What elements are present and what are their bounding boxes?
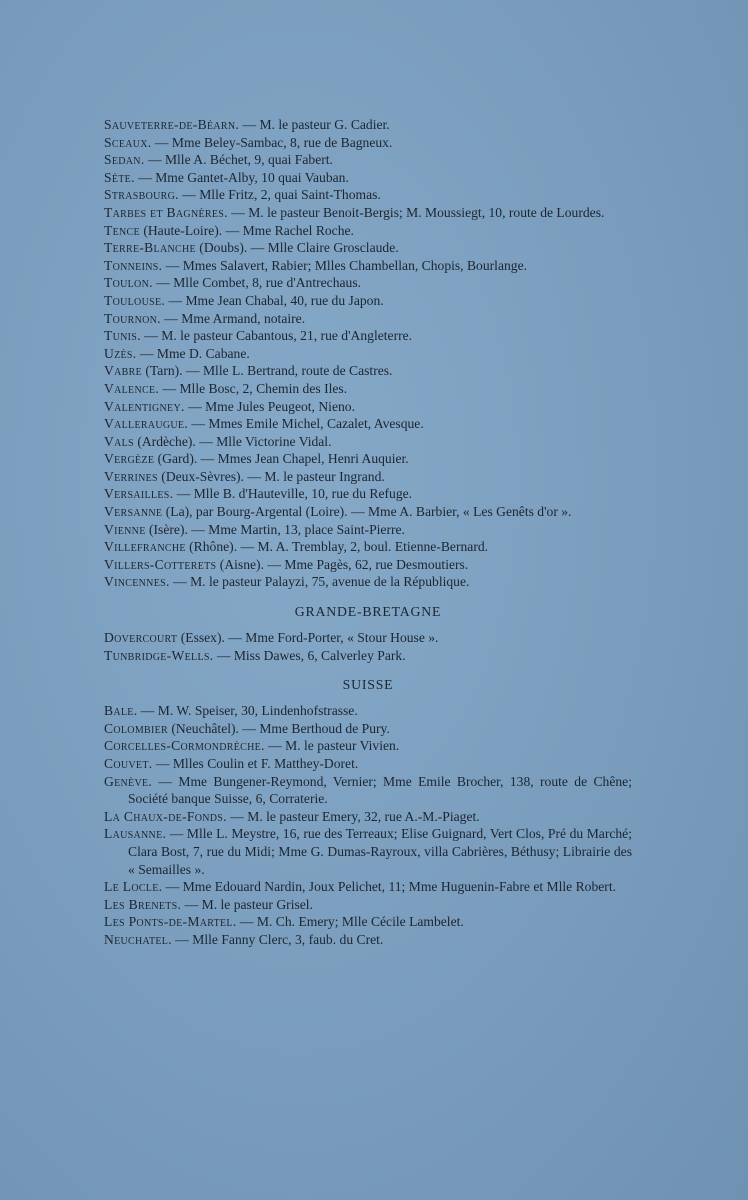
entry-tarbes [104,204,632,222]
section-grande-bretagne [104,604,632,664]
entry-versanne [104,503,632,521]
entry-text: — M. le pasteur G. Cadier. [239,117,390,132]
entry-strasbourg [104,186,632,204]
entry-toulon [104,274,632,292]
place-name: Strasbourg. [104,187,179,203]
entry-text: — Mlle Fanny Clerc, 3, faub. du Cret. [171,931,384,947]
entry-lausanne [104,825,632,878]
entry-text: — Mme Armand, notaire. [160,310,306,326]
entry-text: — Mme Beley-Sambac, 8, rue de Bagneux. [151,134,393,150]
entry-text: — Mmes Emile Michel, Cazalet, Avesque. [188,416,424,432]
directory-page [104,116,632,949]
entry-text: — Mlle Combet, 8, rue d'Antrechaus. [152,275,362,291]
entry-text: (Essex). — Mme Ford-Porter, « Stour House ». [177,630,439,646]
place-name: Corcelles-Cormondrèche. [104,738,265,754]
place-name: Tonneins. [104,257,163,273]
entry-la-chaux-de-fonds [104,808,632,826]
place-name: Tence [104,222,140,238]
entry-villers-cotterets [104,556,632,574]
entry-uzes [104,345,632,363]
entry-bale [104,702,632,720]
entry-verrines [104,468,632,486]
entry-text: (Isère). — Mme Martin, 13, place Saint-Pierre. [145,521,405,537]
entry-text: — M. Ch. Emery; Mlle Cécile Lambelet. [236,914,464,930]
entry-text: — Mme Jean Chabal, 40, rue du Japon. [165,292,384,308]
entry-le-locle [104,878,632,896]
place-name: Les Brenets. [104,896,182,912]
place-name: Valence. [104,380,160,396]
place-name: Sète. [104,169,135,185]
place-name: Uzès. [104,345,137,361]
entry-text: — Miss Dawes, 6, Calverley Park. [213,647,406,663]
entry-text: — Mme Bungener-Reymond, Vernier; Mme Emile Brocher, 138, route de Chêne; Société banque Suisse, 6, Corraterie. [128,773,632,807]
place-name: La Chaux-de-Fonds. [104,808,227,824]
entry-colombier [104,720,632,738]
place-name: Dovercourt [104,630,178,646]
entry-tunbridge-wells [104,647,632,665]
place-name: Vabre [104,363,142,379]
place-name: Neuchatel. [104,931,172,947]
place-name: Toulouse. [104,292,166,308]
place-name: Versailles. [104,486,174,502]
entry-geneve [104,773,632,808]
entry-text: — Mlle Bosc, 2, Chemin des Iles. [159,380,348,396]
entry-neuchatel [104,931,632,949]
entry-text: (La), par Bourg-Argental (Loire). — Mme A. Barbier, « Les Genêts d'or ». [162,504,572,520]
entry-text: — Mme Jules Peugeot, Nieno. [184,398,355,414]
place-name: Sauveterre-de-Béarn. [104,117,240,132]
entry-text: (Aisne). — Mme Pagès, 62, rue Desmoutiers. [216,556,469,572]
place-name: Genève. [104,773,153,789]
entry-text: — Mlle L. Meystre, 16, rue des Terreaux; Elise Guignard, Vert Clos, Pré du Marché; Clara Bost, 7, rue du Midi; Mme G. Dumas-Rayroux, villa Cabrières, Béthusy; Librairie des « Semailles ». [128,826,632,877]
entry-text: — M. le pasteur Grisel. [181,896,313,912]
place-name: Les Ponts-de-Martel. [104,914,237,930]
entry-text: — M. le pasteur Vivien. [264,738,400,754]
place-name: Tournon. [104,310,161,326]
entry-tonneins [104,257,632,275]
place-name: Bale. [104,703,138,719]
entry-text: (Gard). — Mmes Jean Chapel, Henri Auquier. [154,451,409,467]
entry-vergeze [104,450,632,468]
entry-valleraugue [104,415,632,433]
entry-text: — Mmes Salavert, Rabier; Mlles Chambellan, Chopis, Bourlange. [162,257,528,273]
section-france [104,116,632,591]
entry-text: — Mlle B. d'Hauteville, 10, rue du Refuge. [173,486,413,502]
place-name: Villers-Cotterets [104,556,217,572]
entry-text: — M. le pasteur Cabantous, 21, rue d'Angleterre. [140,328,413,344]
entry-tence [104,222,632,240]
entry-tunis [104,327,632,345]
entry-villefranche [104,538,632,556]
entry-corcelles [104,737,632,755]
entry-text: — Mlle A. Béchet, 9, quai Fabert. [144,152,333,168]
entry-terre-blanche [104,239,632,257]
section-suisse [104,677,632,948]
place-name: Le Locle. [104,879,163,895]
place-name: Lausanne. [104,826,167,842]
entry-dovercourt [104,629,632,647]
place-name: Versanne [104,504,163,520]
entry-text: (Haute-Loire). — Mme Rachel Roche. [139,222,354,238]
entry-versailles [104,485,632,503]
place-name: Vergèze [104,451,155,467]
entry-vincennes [104,573,632,591]
entry-text: — M. le pasteur Benoit-Bergis; M. Moussiegt, 10, route de Lourdes. [227,204,605,220]
entry-toulouse [104,292,632,310]
place-name: Tunis. [104,328,141,344]
entry-text: — M. W. Speiser, 30, Lindenhofstrasse. [137,703,358,719]
place-name: Villefranche [104,539,186,555]
entry-sete [104,169,632,187]
entry-text: (Rhône). — M. A. Tremblay, 2, boul. Etienne-Bernard. [185,539,489,555]
entry-text: (Doubs). — Mlle Claire Grosclaude. [195,240,399,256]
place-name: Couvet. [104,756,153,771]
place-name: Toulon. [104,275,153,291]
place-name: Terre-Blanche [104,240,196,256]
entry-text: (Tarn). — Mlle L. Bertrand, route de Castres. [142,363,393,379]
entry-sceaux [104,134,632,152]
place-name: Sedan. [104,152,145,168]
place-name: Vals [104,433,134,449]
entry-text: (Ardèche). — Mlle Victorine Vidal. [133,433,332,449]
entry-text: (Neuchâtel). — Mme Berthoud de Pury. [168,720,390,736]
place-name: Valleraugue. [104,416,189,432]
entry-vabre [104,362,632,380]
entry-sauveterre [104,116,632,134]
place-name: Vienne [104,521,146,537]
entry-valentigney [104,398,632,416]
place-name: Sceaux. [104,134,152,150]
entry-les-ponts-de-martel [104,913,632,931]
place-name: Valentigney. [104,398,185,414]
entry-text: — M. le pasteur Emery, 32, rue A.-M.-Piaget. [226,808,480,824]
entry-tournon [104,310,632,328]
entry-text: — M. le pasteur Palayzi, 75, avenue de la République. [169,574,470,590]
place-name: Vincennes. [104,574,170,590]
entry-text: — Mme D. Cabane. [136,345,250,361]
entry-text: — Mme Gantet-Alby, 10 quai Vauban. [134,169,349,185]
entry-valence [104,380,632,398]
place-name: Tunbridge-Wells. [104,647,214,663]
entry-sedan [104,151,632,169]
entry-text: — Mme Edouard Nardin, Joux Pelichet, 11; Mme Huguenin-Fabre et Mlle Robert. [162,879,616,895]
entry-les-brenets [104,896,632,914]
entry-text: (Deux-Sèvres). — M. le pasteur Ingrand. [157,468,385,484]
entry-text: — Mlle Fritz, 2, quai Saint-Thomas. [178,187,381,203]
section-heading: GRANDE-BRETAGNE [294,604,442,620]
place-name: Verrines [104,468,158,484]
entry-vienne [104,521,632,539]
entry-couvet [104,755,632,773]
entry-text: — Mlles Coulin et F. Matthey-Doret. [152,756,359,771]
place-name: Colombier [104,720,168,736]
section-heading: SUISSE [342,677,394,693]
place-name: Tarbes et Bagnères. [104,204,228,220]
entry-vals [104,433,632,451]
